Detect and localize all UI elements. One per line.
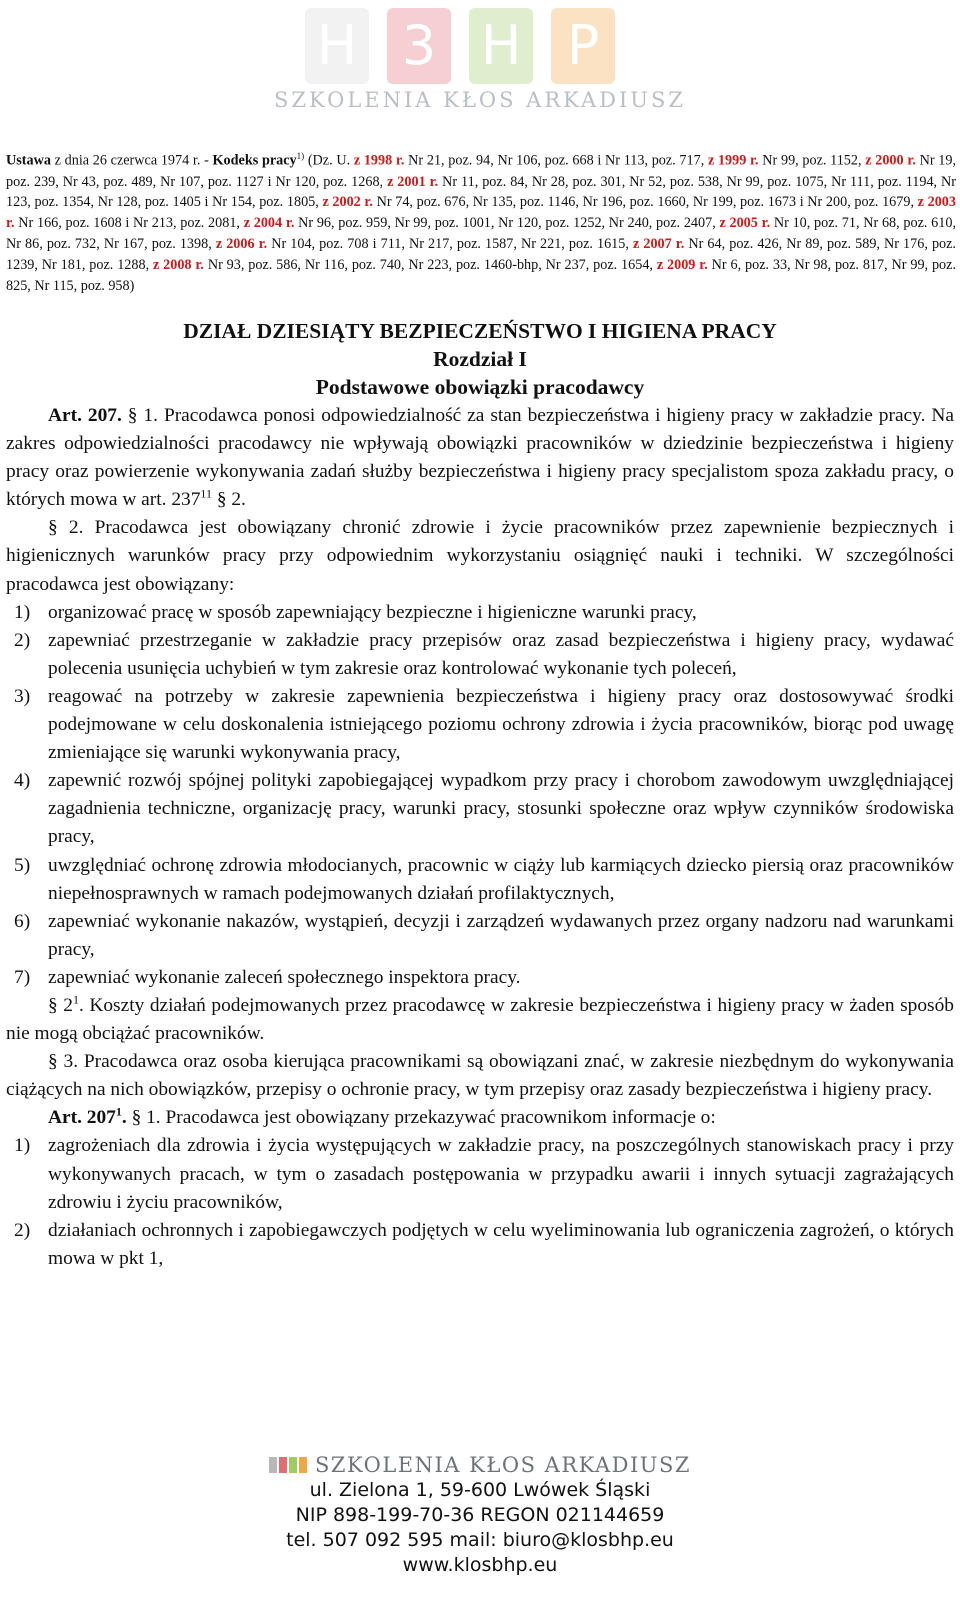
list-number: 4) <box>14 770 31 792</box>
logo-tagline: SZKOLENIA KŁOS ARKADIUSZ <box>274 88 686 112</box>
logo-block-h <box>305 8 369 84</box>
art-207-1-par-1 <box>6 1104 954 1132</box>
logo-letter: P <box>566 14 600 77</box>
information-list <box>6 1132 954 1272</box>
art-207-par-2-1 <box>6 992 954 1048</box>
footer-address: ul. Zielona 1, 59-600 Lwówek Śląski <box>309 1479 651 1501</box>
art-207-par-2: § 2. Pracodawca jest obowiązany chronić zdrowie i życie pracowników przez zapewnienie bezpiecznych i higienicznych warunków pracy przy odpowiednim wykorzystaniu osiągnięć nauki i techniki. W szczególności pracodawca jest obowiązany: <box>6 517 954 595</box>
logo-letter: 3 <box>401 14 437 77</box>
citation-text: Nr 93, poz. 586, Nr 116, poz. 740, Nr 223, poz. 1460-bhp, Nr 237, poz. 1654, <box>203 256 657 273</box>
list-number: 1) <box>14 1135 31 1157</box>
citation-text: Nr 99, poz. 1152, <box>758 152 866 169</box>
citation-text: Nr 10, poz. 71, Nr 68, poz. 610, Nr 86, poz. 732, Nr 167, poz. 1398, <box>6 215 956 252</box>
chapter-heading: Rozdział I <box>433 347 527 371</box>
year-ref: z 2003 r. <box>6 194 956 232</box>
logo-block-h2 <box>469 8 533 84</box>
year-ref: z 2004 r. <box>243 215 295 232</box>
list-number: 2) <box>14 1219 31 1241</box>
footer-contact: tel. 507 092 595 mail: biuro@klosbhp.eu <box>286 1529 674 1551</box>
list-item-text: uwzględniać ochronę zdrowia młodocianych, pracownic w ciąży lub karmiących dziecko piersią oraz pracowników niepełnosprawnych w ramach podejmowanych działań profilaktycznych, <box>48 854 954 904</box>
citation-text: Nr 19, poz. 239, Nr 43, poz. 489, Nr 107, poz. 1127 i Nr 120, poz. 1268, <box>6 152 956 190</box>
list-item-text: zapewniać wykonanie nakazów, wystąpień, decyzji i zarządzeń wydawanych przez organy nadzoru nad warunkami pracy, <box>48 910 954 960</box>
year-ref: z 2000 r. <box>865 152 916 169</box>
list-item-text: zagrożeniach dla zdrowia i życia występujących w zakładzie pracy, na poszczególnych stanowiskach pracy i przy wykonywanych pracach, w tym o zasadach postępowania w przypadku awarii i innych sytuacji zagrażających zdrowiu i życiu pracowników, <box>48 1135 954 1213</box>
list-number: 3) <box>14 685 31 707</box>
footer-brand <box>0 1452 960 1478</box>
ustawa-label: Ustawa <box>6 152 51 169</box>
logo-block-p <box>551 8 615 84</box>
year-ref: z 2007 r. <box>632 235 685 252</box>
logo-letter: H <box>316 14 358 77</box>
year-ref: z 2009 r. <box>656 256 708 273</box>
section-heading: DZIAŁ DZIESIĄTY BEZPIECZEŃSTWO I HIGIENA PRACY <box>183 319 777 343</box>
legal-citation <box>6 146 956 296</box>
article-label: Art. 207 <box>48 1107 116 1129</box>
footer <box>0 1452 960 1578</box>
year-ref: z 2005 r. <box>719 215 771 232</box>
list-number: 5) <box>14 854 31 876</box>
citation-text: Nr 6, poz. 33, Nr 98, poz. 817, Nr 99, poz. 825, Nr 115, poz. 958) <box>6 256 956 294</box>
list-item-text: działaniach ochronnych i zapobiegawczych podjętych w celu wyeliminowania lub ograniczenia zagrożeń, o których mowa w pkt 1, <box>48 1219 954 1269</box>
article-label-dot: . <box>121 1107 127 1129</box>
article-label: Art. 207. <box>48 405 122 426</box>
citation-text: Nr 11, poz. 84, Nr 28, poz. 301, Nr 52, poz. 538, Nr 99, poz. 1075, Nr 111, poz. 1194, Nr 123, poz. 1354, Nr 128, poz. 1405 i Nr 154, poz. 1805, <box>6 173 957 211</box>
citation-text: Nr 166, poz. 1608 i Nr 213, poz. 2081, <box>14 215 244 232</box>
year-ref: z 2008 r. <box>153 256 204 273</box>
list-item <box>6 767 954 851</box>
list-item-text: zapewniać przestrzeganie w zakładzie pracy przepisów oraz zasad bezpieczeństwa i higieny pracy, wydawać polecenia usunięcia uchybień w tym zakresie oraz kontrolować wykonanie tych poleceń, <box>48 629 954 679</box>
header-logo <box>0 0 960 118</box>
brand-name: SZKOLENIA KŁOS ARKADIUSZ <box>315 1453 691 1477</box>
logo-letter: H <box>480 14 522 77</box>
list-item-text: reagować na potrzeby w zakresie zapewnienia bezpieczeństwa i higieny pracy oraz dostosowywać środki podejmowane w celu doskonalenia istniejącego poziomu ochrony zdrowia i życia pracowników, biorąc pod uwagę zmieniające się warunki wykonywania pracy, <box>48 685 954 764</box>
citation-text: z dnia 26 czerwca 1974 r. - <box>50 152 213 169</box>
list-number: 7) <box>14 966 31 988</box>
list-item <box>6 852 954 908</box>
year-ref: z 1999 r. <box>707 152 759 169</box>
citation-text: Nr 104, poz. 708 i 711, Nr 217, poz. 1587, Nr 221, poz. 1615, <box>267 235 633 252</box>
superscript: 11 <box>200 486 212 501</box>
list-number: 1) <box>14 601 31 623</box>
list-item <box>6 683 954 767</box>
year-ref: z 2001 r. <box>387 173 439 190</box>
list-item-text: organizować pracę w sposób zapewniający bezpieczne i higieniczne warunki pracy, <box>48 601 697 623</box>
list-item <box>6 1132 954 1216</box>
document-body <box>6 402 954 1273</box>
list-item <box>6 908 954 964</box>
paragraph-text: § 2. <box>211 489 246 511</box>
logo-letter-blocks <box>305 8 615 88</box>
list-number: 2) <box>14 629 31 651</box>
list-item <box>6 627 954 683</box>
citation-text: Nr 74, poz. 676, Nr 135, poz. 1146, Nr 196, poz. 1660, Nr 199, poz. 1673 i Nr 200, poz. 1679, <box>372 194 918 211</box>
kodeks-label: Kodeks pracy <box>212 152 297 169</box>
list-number: 6) <box>14 910 31 932</box>
art-207-par-3: § 3. Pracodawca oraz osoba kierująca pracownikami są obowiązani znać, w zakresie niezbędnym do wykonywania ciążących na nich obowiązków, przepisy o ochronie pracy, w tym przepisy oraz zasady bezpieczeństwa i higieny pracy. <box>6 1051 954 1101</box>
paragraph-text: . Koszty działań podejmowanych przez pracodawcę w zakresie bezpieczeństwa i higieny pracy w żaden sposób nie mogą obciążać pracowników. <box>6 994 954 1045</box>
list-item-text: zapewniać wykonanie zaleceń społecznego inspektora pracy. <box>48 966 521 988</box>
paragraph-text: Pracodawca ponosi odpowiedzialność za stan bezpieczeństwa i higieny pracy w zakładzie pracy. Na zakres odpowiedzialności pracodawcy nie wpływają obowiązki pracowników w dziedzinie bezpieczeństwa i higieny pracy oraz powierzenie wykonywania zadań służby bezpieczeństwa i higieny pracy specjalistom spoza zakładu pracy, o których mowa w art. 237 <box>6 405 955 511</box>
art-207-par-1 <box>6 402 954 514</box>
list-item <box>6 964 954 992</box>
citation-text: (Dz. U. <box>304 152 354 169</box>
paragraph-marker: § 1. <box>121 405 164 426</box>
list-item <box>6 599 954 627</box>
logo-block-3 <box>387 8 451 84</box>
year-ref: z 2006 r. <box>215 235 268 252</box>
paragraph-text: § 1. Pracodawca jest obowiązany przekazywać pracownikom informacje o: <box>126 1107 716 1129</box>
footer-website[interactable]: www.klosbhp.eu <box>402 1554 558 1576</box>
obligations-list <box>6 599 954 992</box>
citation-text: Nr 21, poz. 94, Nr 106, poz. 668 i Nr 113, poz. 717, <box>404 152 708 169</box>
footnote-ref: 1) <box>296 151 305 161</box>
year-ref: z 2002 r. <box>322 194 373 211</box>
citation-text: Nr 96, poz. 959, Nr 99, poz. 1001, Nr 120, poz. 1252, Nr 240, poz. 2407, <box>294 215 720 232</box>
superscript: 1 <box>72 992 79 1007</box>
footer-ids: NIP 898-199-70-36 REGON 021144659 <box>295 1504 665 1526</box>
chapter-title: Podstawowe obowiązki pracodawcy <box>315 375 645 399</box>
list-item-text: zapewnić rozwój spójnej polityki zapobiegającej wypadkom przy pracy i chorobom zawodowym uwzględniającej zagadnienia techniczne, organizację pracy, warunki pracy, stosunki społeczne oraz wpływ czynników środowiska pracy, <box>48 770 954 848</box>
brand-logo-icon <box>269 1457 307 1473</box>
citation-text: Nr 64, poz. 426, Nr 89, poz. 589, Nr 176, poz. 1239, Nr 181, poz. 1288, <box>6 235 956 273</box>
paragraph-marker: § 2 <box>48 994 73 1016</box>
year-ref: z 1998 r. <box>353 152 405 169</box>
list-item <box>6 1217 954 1273</box>
superscript: 1 <box>115 1104 122 1119</box>
